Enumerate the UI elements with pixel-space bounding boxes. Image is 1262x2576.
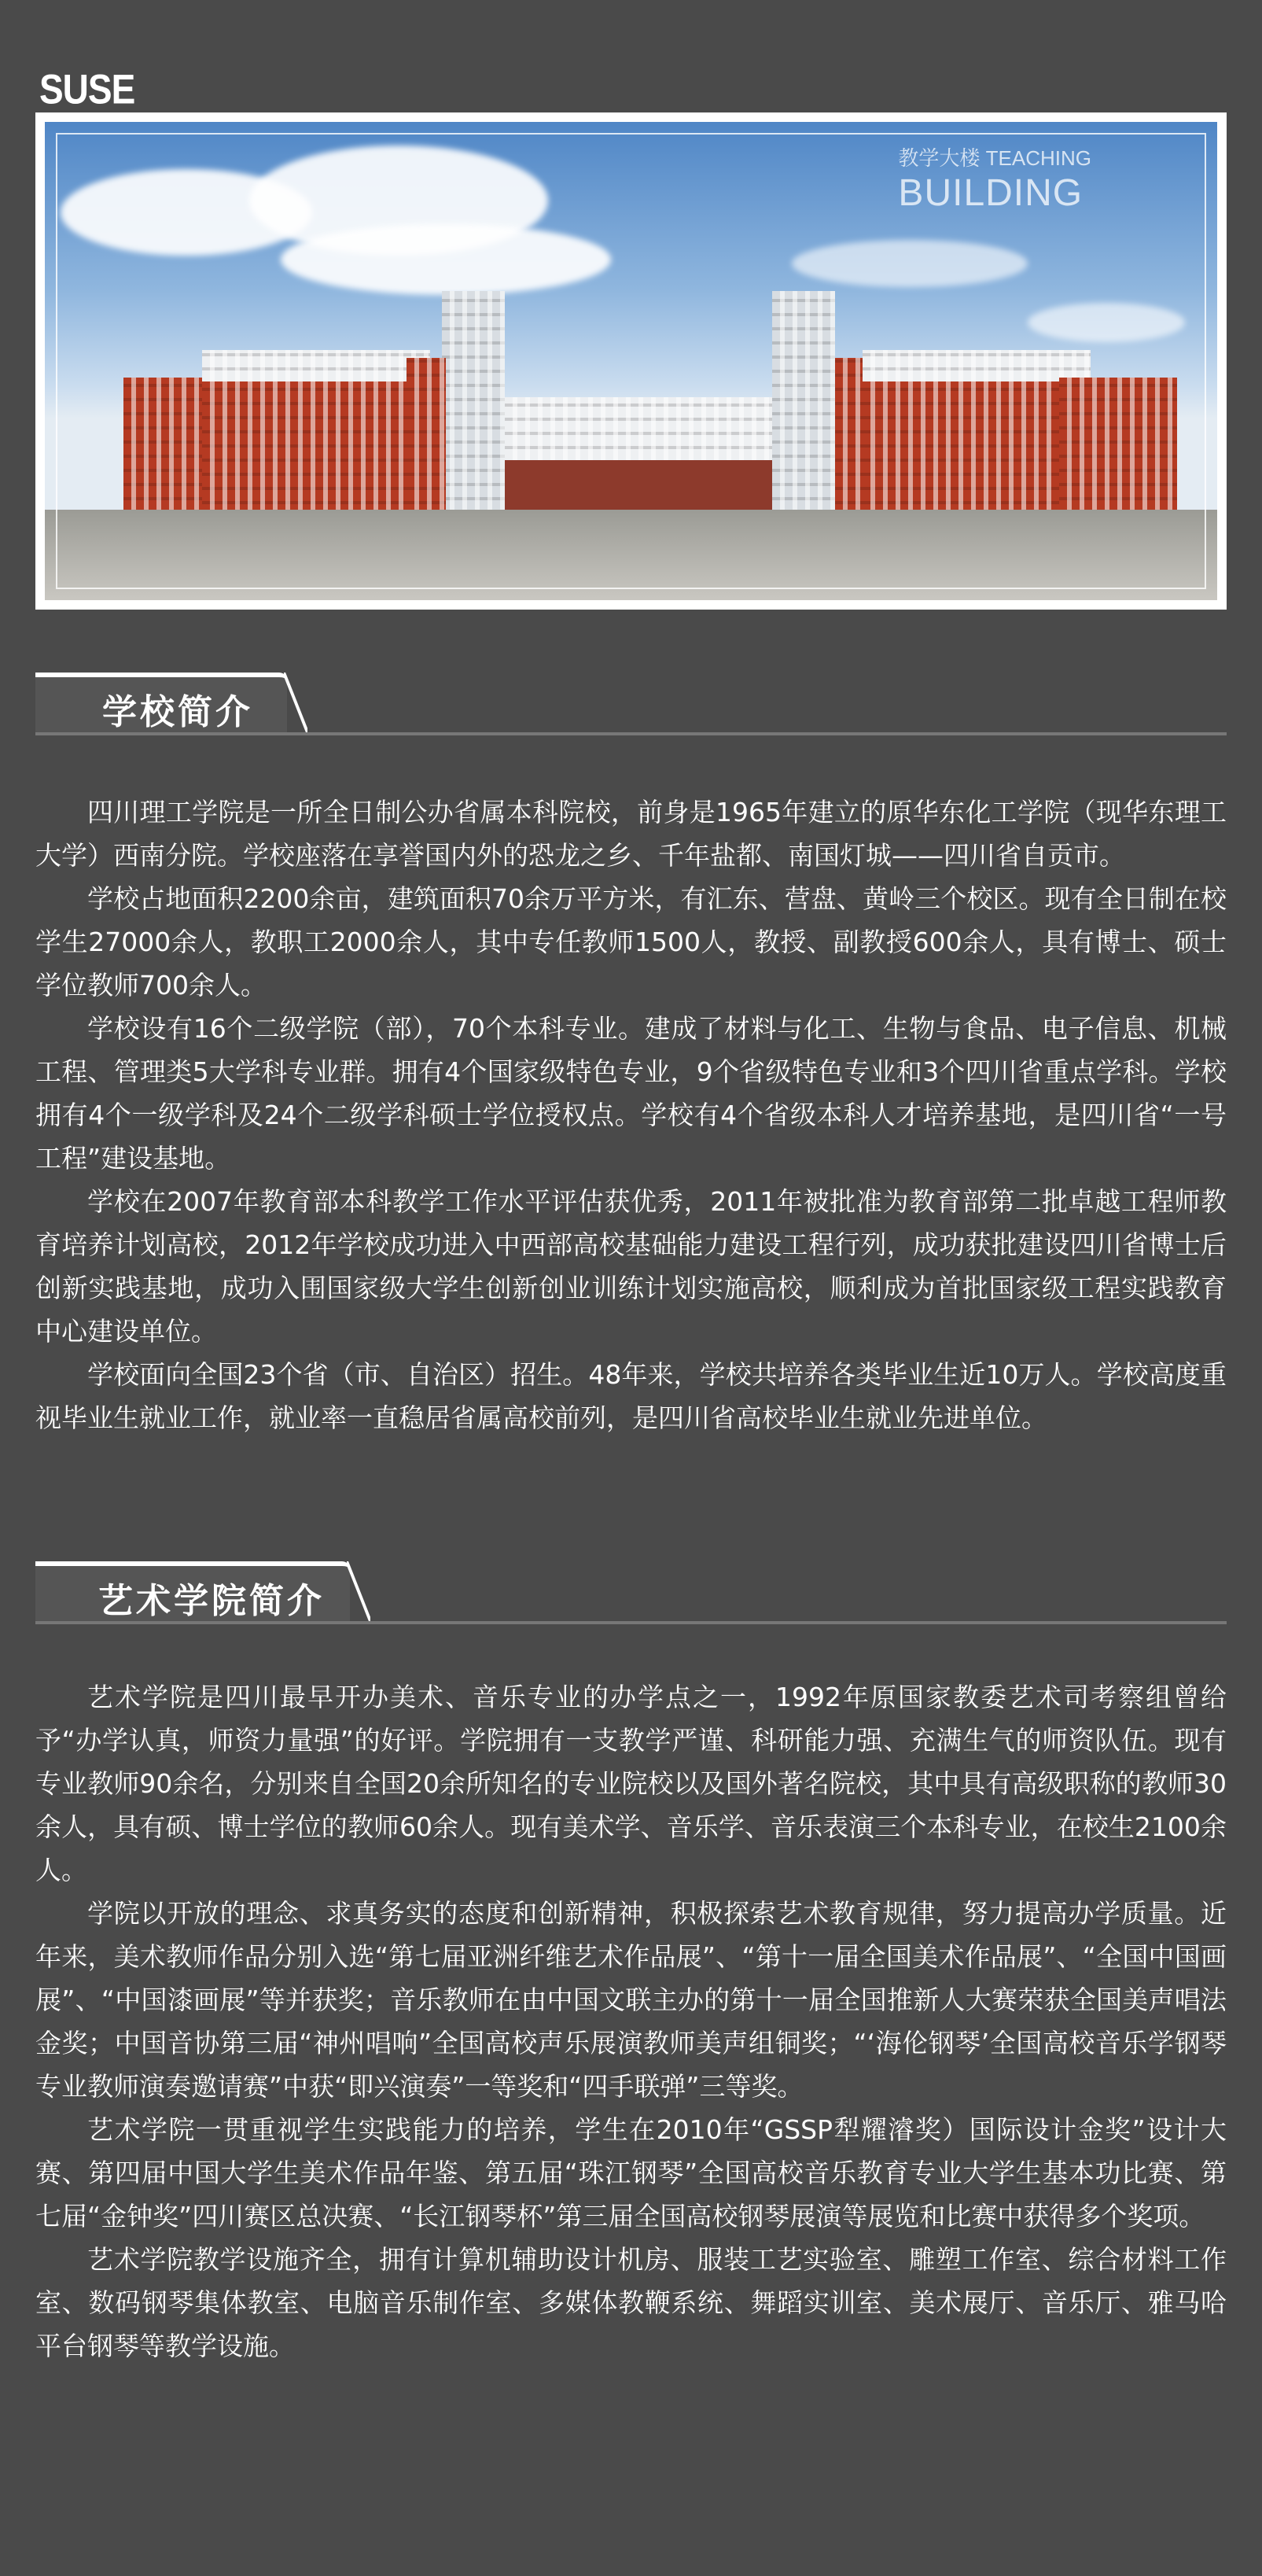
section-tab	[35, 1561, 350, 1621]
teaching-building-photo	[45, 122, 1217, 600]
section-title: 学校简介	[102, 692, 253, 732]
section-title: 艺术学院简介	[98, 1581, 325, 1621]
caption-cn: 教学大楼 TEACHING	[898, 146, 1091, 170]
caption-en: BUILDING	[898, 172, 1084, 214]
art-college-intro-text	[35, 1675, 1227, 2368]
section-divider	[35, 732, 1227, 735]
school-intro-text	[35, 790, 1227, 1439]
section-header-school-intro	[35, 673, 1227, 732]
paragraph: 艺术学院一贯重视学生实践能力的培养，学生在2010年“GSSP犁耀濬奖）国际设计金奖”设计大赛、第四届中国大学生美术作品年鉴、第五届“珠江钢琴”全国高校音乐教育专业大学生基本功比赛、第七届“金钟奖”四川赛区总决赛、“长江钢琴杯”第三届全国高校钢琴展演等展览和比赛中获得多个奖项。	[35, 2114, 1227, 2231]
section-divider	[35, 1621, 1227, 1624]
logo: SUSE	[39, 65, 135, 112]
paragraph: 学校在2007年教育部本科教学工作水平评估获优秀，2011年被批准为教育部第二批卓越工程师教育培养计划高校，2012年学校成功进入中西部高校基础能力建设工程行列，成功获批建设四川省博士后创新实践基地，成功入围国家级大学生创新创业训练计划实施高校，顺利成为首批国家级工程实践教育中心建设单位。	[35, 1186, 1227, 1347]
teaching-building-photo-frame	[35, 112, 1227, 610]
paragraph: 艺术学院是四川最早开办美术、音乐专业的办学点之一，1992年原国家教委艺术司考察组曾给予“办学认真，师资力量强”的好评。学院拥有一支教学严谨、科研能力强、充满生气的师资队伍。现有专业教师90余名，分别来自全国20余所知名的专业院校以及国外著名院校，其中具有高级职称的教师30余人，具有硕、博士学位的教师60余人。现有美术学、音乐学、音乐表演三个本科专业，在校生2100余人。	[35, 1682, 1227, 1885]
section-tab	[35, 673, 287, 732]
section-header-art-college-intro	[35, 1561, 1227, 1621]
paragraph: 学校面向全国23个省（市、自治区）招生。48年来，学校共培养各类毕业生近10万人。学校高度重视毕业生就业工作，就业率一直稳居省属高校前列，是四川省高校毕业生就业先进单位。	[35, 1359, 1227, 1433]
paragraph: 学院以开放的理念、求真务实的态度和创新精神，积极探索艺术教育规律，努力提高办学质量。近年来，美术教师作品分别入选“第七届亚洲纤维艺术作品展”、“第十一届全国美术作品展”、“全国中国画展”、“中国漆画展”等并获奖；音乐教师在由中国文联主办的第十一届全国推新人大赛荣获全国美声唱法金奖；中国音协第三届“神州唱响”全国高校声乐展演教师美声组铜奖；“‘海伦钢琴’全国高校音乐学钢琴专业教师演奏邀请赛”中获“即兴演奏”一等奖和“四手联弹”三等奖。	[35, 1898, 1227, 2102]
paragraph: 学校占地面积2200余亩，建筑面积70余万平方米，有汇东、营盘、黄岭三个校区。现有全日制在校学生27000余人，教职工2000余人，其中专任教师1500人，教授、副教授600余人，具有博士、硕士学位教师700余人。	[35, 883, 1227, 1001]
paragraph: 艺术学院教学设施齐全，拥有计算机辅助设计机房、服装工艺实验室、雕塑工作室、综合材料工作室、数码钢琴集体教室、电脑音乐制作室、多媒体教鞭系统、舞蹈实训室、美术展厅、音乐厅、雅马哈平台钢琴等教学设施。	[35, 2244, 1227, 2361]
photo-caption	[898, 142, 1091, 215]
paragraph: 学校设有16个二级学院（部），70个本科专业。建成了材料与化工、生物与食品、电子信息、机械工程、管理类5大学科专业群。拥有4个国家级特色专业，9个省级特色专业和3个四川省重点学科。学校拥有4个一级学科及24个二级学科硕士学位授权点。学校有4个省级本科人才培养基地，是四川省“一号工程”建设基地。	[35, 1013, 1227, 1174]
paragraph: 四川理工学院是一所全日制公办省属本科院校，前身是1965年建立的原华东化工学院（现华东理工大学）西南分院。学校座落在享誉国内外的恐龙之乡、千年盐都、南国灯城——四川省自贡市。	[35, 797, 1227, 871]
